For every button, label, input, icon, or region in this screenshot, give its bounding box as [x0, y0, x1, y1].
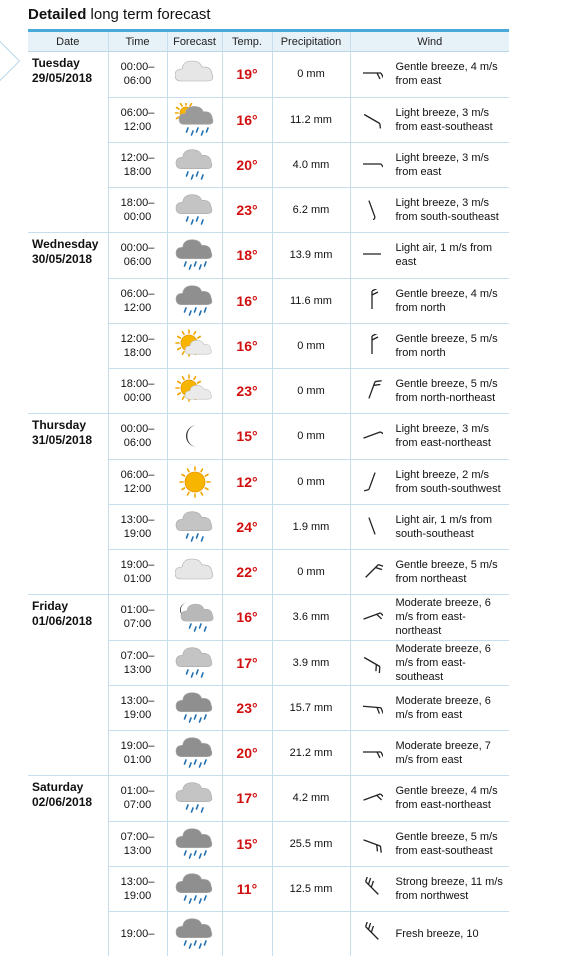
time-start: 01:00– [120, 785, 155, 798]
time-start: 01:00– [120, 604, 155, 617]
sun-cloud-rain-icon [168, 103, 222, 137]
wind-text: Gentle breeze, 4 m/s from east [395, 61, 498, 88]
wind-cell [350, 640, 509, 685]
date-cell [28, 866, 108, 911]
wind-text: Moderate breeze, 6 m/s from east-southeast [395, 642, 491, 683]
title-rest: long term forecast [86, 6, 211, 23]
date-cell [28, 187, 108, 233]
date-cell [28, 595, 108, 641]
rain-light-icon [168, 193, 222, 227]
forecast-cell [167, 549, 222, 595]
forecast-cell [167, 414, 222, 460]
wind-text: Moderate breeze, 7 m/s from east [395, 739, 491, 766]
wind-cell [350, 595, 509, 641]
header-wind[interactable]: Wind [350, 31, 509, 52]
time-cell [108, 323, 167, 368]
table-row[interactable] [28, 368, 509, 414]
time-start: 00:00– [120, 242, 155, 255]
forecast-cell [167, 233, 222, 279]
wind-text: Gentle breeze, 4 m/s from east-northeast [395, 785, 498, 812]
wind-cell [350, 866, 509, 911]
time-end: 12:00 [123, 301, 152, 314]
temperature: 16° [222, 595, 272, 641]
time-end: 13:00 [123, 844, 152, 857]
date-cell [28, 640, 108, 685]
temperature [222, 911, 272, 956]
wind-text: Gentle breeze, 5 m/s from east-southeast [395, 830, 498, 857]
wind-cell [350, 549, 509, 595]
date-cell [28, 685, 108, 730]
time-cell [108, 549, 167, 595]
day-name: Friday [32, 599, 69, 613]
time-start: 12:00– [120, 151, 155, 164]
table-header-row [28, 31, 509, 52]
time-cell [108, 459, 167, 504]
wind-arrow-icon [361, 62, 383, 84]
table-row[interactable] [28, 142, 509, 187]
forecast-cell [167, 730, 222, 776]
rain-heavy-icon [168, 284, 222, 318]
time-cell [108, 52, 167, 98]
table-row[interactable] [28, 278, 509, 323]
page-title [28, 6, 211, 23]
time-end: 19:00 [123, 708, 152, 721]
header-temp[interactable]: Temp. [222, 31, 272, 52]
date-cell [28, 549, 108, 595]
table-row[interactable] [28, 821, 509, 866]
time-cell [108, 278, 167, 323]
wind-text: Fresh breeze, 10 [395, 927, 479, 940]
time-start: 19:00– [120, 558, 155, 571]
wind-arrow-icon [361, 786, 383, 808]
date-cell [28, 278, 108, 323]
header-forecast[interactable]: Forecast [167, 31, 222, 52]
wind-arrow-icon [361, 560, 383, 582]
header-precipitation[interactable]: Precipitation [272, 31, 350, 52]
time-start: 06:00– [120, 106, 155, 119]
wind-text: Gentle breeze, 5 m/s from north [395, 332, 498, 359]
time-end: 00:00 [123, 210, 152, 223]
table-row[interactable] [28, 233, 509, 279]
date-cell [28, 459, 108, 504]
wind-arrow-icon [361, 832, 383, 854]
precipitation: 0 mm [272, 414, 350, 460]
precipitation: 25.5 mm [272, 821, 350, 866]
time-start: 18:00– [120, 196, 155, 209]
rain-light-icon [168, 510, 222, 544]
temperature: 22° [222, 549, 272, 595]
wind-text: Gentle breeze, 4 m/s from north [395, 287, 498, 314]
time-end: 12:00 [123, 120, 152, 133]
rain-heavy-icon [168, 691, 222, 725]
table-row[interactable] [28, 52, 509, 98]
wind-arrow-icon [361, 334, 383, 356]
wind-text: Light breeze, 2 m/s from south-southwest [395, 468, 501, 495]
time-cell [108, 821, 167, 866]
wind-cell [350, 685, 509, 730]
temperature: 12° [222, 459, 272, 504]
date-cell [28, 821, 108, 866]
cloud-icon [168, 57, 222, 91]
rain-light-icon [168, 148, 222, 182]
moon-cloud-rain-icon [168, 600, 222, 634]
time-cell [108, 97, 167, 142]
wind-arrow-icon [361, 696, 383, 718]
wind-arrow-icon [361, 605, 383, 627]
time-start: 06:00– [120, 287, 155, 300]
rain-heavy-icon [168, 917, 222, 951]
cloud-icon [168, 555, 222, 589]
forecast-cell [167, 459, 222, 504]
sun-cloud-icon [168, 329, 222, 363]
wind-arrow-icon [361, 153, 383, 175]
temperature: 23° [222, 368, 272, 414]
date-value: 31/05/2018 [32, 433, 93, 447]
forecast-cell [167, 821, 222, 866]
date-cell [28, 504, 108, 549]
time-start: 07:00– [120, 649, 155, 662]
rain-light-icon [168, 781, 222, 815]
time-cell [108, 368, 167, 414]
wind-text: Moderate breeze, 6 m/s from east [395, 694, 491, 721]
wind-text: Moderate breeze, 6 m/s from east-northeast [395, 597, 491, 638]
table-row[interactable] [28, 776, 509, 822]
table-row[interactable] [28, 730, 509, 776]
forecast-cell [167, 323, 222, 368]
date-value: 01/06/2018 [32, 614, 93, 628]
header-time[interactable]: Time [108, 31, 167, 52]
wind-cell [350, 233, 509, 279]
table-row[interactable] [28, 504, 509, 549]
wind-cell [350, 776, 509, 822]
precipitation: 0 mm [272, 459, 350, 504]
time-cell [108, 640, 167, 685]
time-start: 00:00– [120, 61, 155, 74]
precipitation: 13.9 mm [272, 233, 350, 279]
date-cell [28, 97, 108, 142]
time-end: 19:00 [123, 889, 152, 902]
forecast-cell [167, 142, 222, 187]
forecast-cell [167, 504, 222, 549]
wind-cell [350, 323, 509, 368]
forecast-cell [167, 911, 222, 956]
sun-cloud-icon [168, 374, 222, 408]
table-row[interactable] [28, 187, 509, 233]
time-cell [108, 233, 167, 279]
temperature: 16° [222, 278, 272, 323]
wind-text: Strong breeze, 11 m/s from northwest [395, 875, 503, 902]
table-row[interactable] [28, 323, 509, 368]
forecast-cell [167, 368, 222, 414]
wind-cell [350, 911, 509, 956]
date-cell [28, 233, 108, 279]
wind-text: Light breeze, 3 m/s from south-southeast [395, 196, 499, 223]
precipitation: 4.0 mm [272, 142, 350, 187]
time-end: 06:00 [123, 437, 152, 450]
rain-light-icon [168, 646, 222, 680]
temperature: 24° [222, 504, 272, 549]
precipitation: 6.2 mm [272, 187, 350, 233]
time-start: 13:00– [120, 694, 155, 707]
temperature: 20° [222, 730, 272, 776]
time-end: 07:00 [123, 799, 152, 812]
wind-arrow-icon [361, 741, 383, 763]
temperature: 17° [222, 776, 272, 822]
time-end: 12:00 [123, 482, 152, 495]
forecast-table [28, 29, 509, 956]
wind-text: Light breeze, 3 m/s from east-southeast [395, 106, 493, 133]
table-row[interactable] [28, 97, 509, 142]
sun-icon [168, 465, 222, 499]
precipitation: 0 mm [272, 323, 350, 368]
precipitation: 11.2 mm [272, 97, 350, 142]
moon-icon [168, 419, 222, 453]
forecast-cell [167, 187, 222, 233]
time-start: 13:00– [120, 875, 155, 888]
time-end: 18:00 [123, 165, 152, 178]
precipitation: 0 mm [272, 52, 350, 98]
precipitation: 1.9 mm [272, 504, 350, 549]
date-cell [28, 730, 108, 776]
time-cell [108, 730, 167, 776]
forecast-cell [167, 866, 222, 911]
precipitation: 15.7 mm [272, 685, 350, 730]
table-row[interactable] [28, 640, 509, 685]
date-value: 02/06/2018 [32, 795, 93, 809]
temperature: 19° [222, 52, 272, 98]
temperature: 17° [222, 640, 272, 685]
wind-arrow-icon [361, 651, 383, 673]
wind-cell [350, 414, 509, 460]
forecast-cell [167, 776, 222, 822]
wind-arrow-icon [361, 922, 383, 944]
table-row[interactable] [28, 685, 509, 730]
time-end: 01:00 [123, 753, 152, 766]
rain-heavy-icon [168, 238, 222, 272]
wind-cell [350, 278, 509, 323]
wind-arrow-icon [361, 424, 383, 446]
time-end: 18:00 [123, 346, 152, 359]
forecast-cell [167, 685, 222, 730]
time-start: 19:00– [120, 739, 155, 752]
date-cell [28, 368, 108, 414]
wind-arrow-icon [361, 243, 383, 265]
time-end: 19:00 [123, 527, 152, 540]
date-value: 29/05/2018 [32, 71, 93, 85]
time-end: 13:00 [123, 663, 152, 676]
table-row[interactable] [28, 459, 509, 504]
time-start: 07:00– [120, 830, 155, 843]
wind-text: Light air, 1 m/s from east [395, 242, 493, 269]
precipitation: 3.9 mm [272, 640, 350, 685]
wind-cell [350, 368, 509, 414]
date-cell [28, 776, 108, 822]
table-row[interactable] [28, 911, 509, 956]
day-name: Thursday [32, 418, 87, 432]
precipitation: 11.6 mm [272, 278, 350, 323]
wind-arrow-icon [361, 515, 383, 537]
wind-text: Light breeze, 3 m/s from east-northeast [395, 423, 491, 450]
date-cell [28, 323, 108, 368]
day-name: Tuesday [32, 56, 80, 70]
temperature: 16° [222, 97, 272, 142]
scroll-left-arrow-icon[interactable] [0, 40, 20, 82]
temperature: 16° [222, 323, 272, 368]
wind-cell [350, 187, 509, 233]
wind-cell [350, 504, 509, 549]
precipitation: 12.5 mm [272, 866, 350, 911]
wind-cell [350, 142, 509, 187]
time-start: 12:00– [120, 332, 155, 345]
wind-cell [350, 97, 509, 142]
wind-text: Gentle breeze, 5 m/s from northeast [395, 558, 498, 585]
wind-cell [350, 52, 509, 98]
date-cell [28, 52, 108, 98]
wind-cell [350, 459, 509, 504]
date-cell [28, 142, 108, 187]
rain-heavy-icon [168, 872, 222, 906]
wind-text: Light breeze, 3 m/s from east [395, 151, 490, 178]
time-end: 06:00 [123, 75, 152, 88]
time-end: 07:00 [123, 618, 152, 631]
title-bold: Detailed [28, 6, 87, 23]
time-cell [108, 504, 167, 549]
date-value: 30/05/2018 [32, 252, 93, 266]
time-start: 13:00– [120, 513, 155, 526]
time-end: 01:00 [123, 572, 152, 585]
date-cell [28, 414, 108, 460]
rain-heavy-icon [168, 827, 222, 861]
day-name: Wednesday [32, 237, 99, 251]
temperature: 23° [222, 685, 272, 730]
wind-arrow-icon [361, 379, 383, 401]
forecast-cell [167, 52, 222, 98]
table-row[interactable] [28, 414, 509, 460]
forecast-cell [167, 97, 222, 142]
time-start: 19:00– [120, 927, 155, 940]
wind-arrow-icon [361, 198, 383, 220]
wind-text: Light air, 1 m/s from south-southeast [395, 513, 493, 540]
precipitation: 4.2 mm [272, 776, 350, 822]
time-start: 18:00– [120, 377, 155, 390]
wind-arrow-icon [361, 108, 383, 130]
time-cell [108, 414, 167, 460]
temperature: 20° [222, 142, 272, 187]
wind-arrow-icon [361, 877, 383, 899]
temperature: 11° [222, 866, 272, 911]
header-date[interactable]: Date [28, 31, 108, 52]
precipitation: 3.6 mm [272, 595, 350, 641]
time-end: 00:00 [123, 391, 152, 404]
precipitation: 0 mm [272, 368, 350, 414]
time-cell [108, 866, 167, 911]
wind-arrow-icon [361, 289, 383, 311]
time-cell [108, 142, 167, 187]
temperature: 15° [222, 414, 272, 460]
wind-arrow-icon [361, 470, 383, 492]
day-name: Saturday [32, 780, 84, 794]
time-cell [108, 911, 167, 956]
time-start: 06:00– [120, 468, 155, 481]
precipitation: 21.2 mm [272, 730, 350, 776]
rain-heavy-icon [168, 736, 222, 770]
wind-cell [350, 821, 509, 866]
date-cell [28, 911, 108, 956]
forecast-cell [167, 595, 222, 641]
time-cell [108, 595, 167, 641]
time-cell [108, 776, 167, 822]
table-row[interactable] [28, 595, 509, 641]
forecast-cell [167, 640, 222, 685]
wind-text: Gentle breeze, 5 m/s from north-northeast [395, 377, 498, 404]
table-row[interactable] [28, 866, 509, 911]
temperature: 18° [222, 233, 272, 279]
precipitation: 0 mm [272, 549, 350, 595]
precipitation [272, 911, 350, 956]
wind-cell [350, 730, 509, 776]
time-start: 00:00– [120, 423, 155, 436]
table-row[interactable] [28, 549, 509, 595]
time-end: 06:00 [123, 256, 152, 269]
time-cell [108, 187, 167, 233]
forecast-cell [167, 278, 222, 323]
temperature: 15° [222, 821, 272, 866]
temperature: 23° [222, 187, 272, 233]
time-cell [108, 685, 167, 730]
